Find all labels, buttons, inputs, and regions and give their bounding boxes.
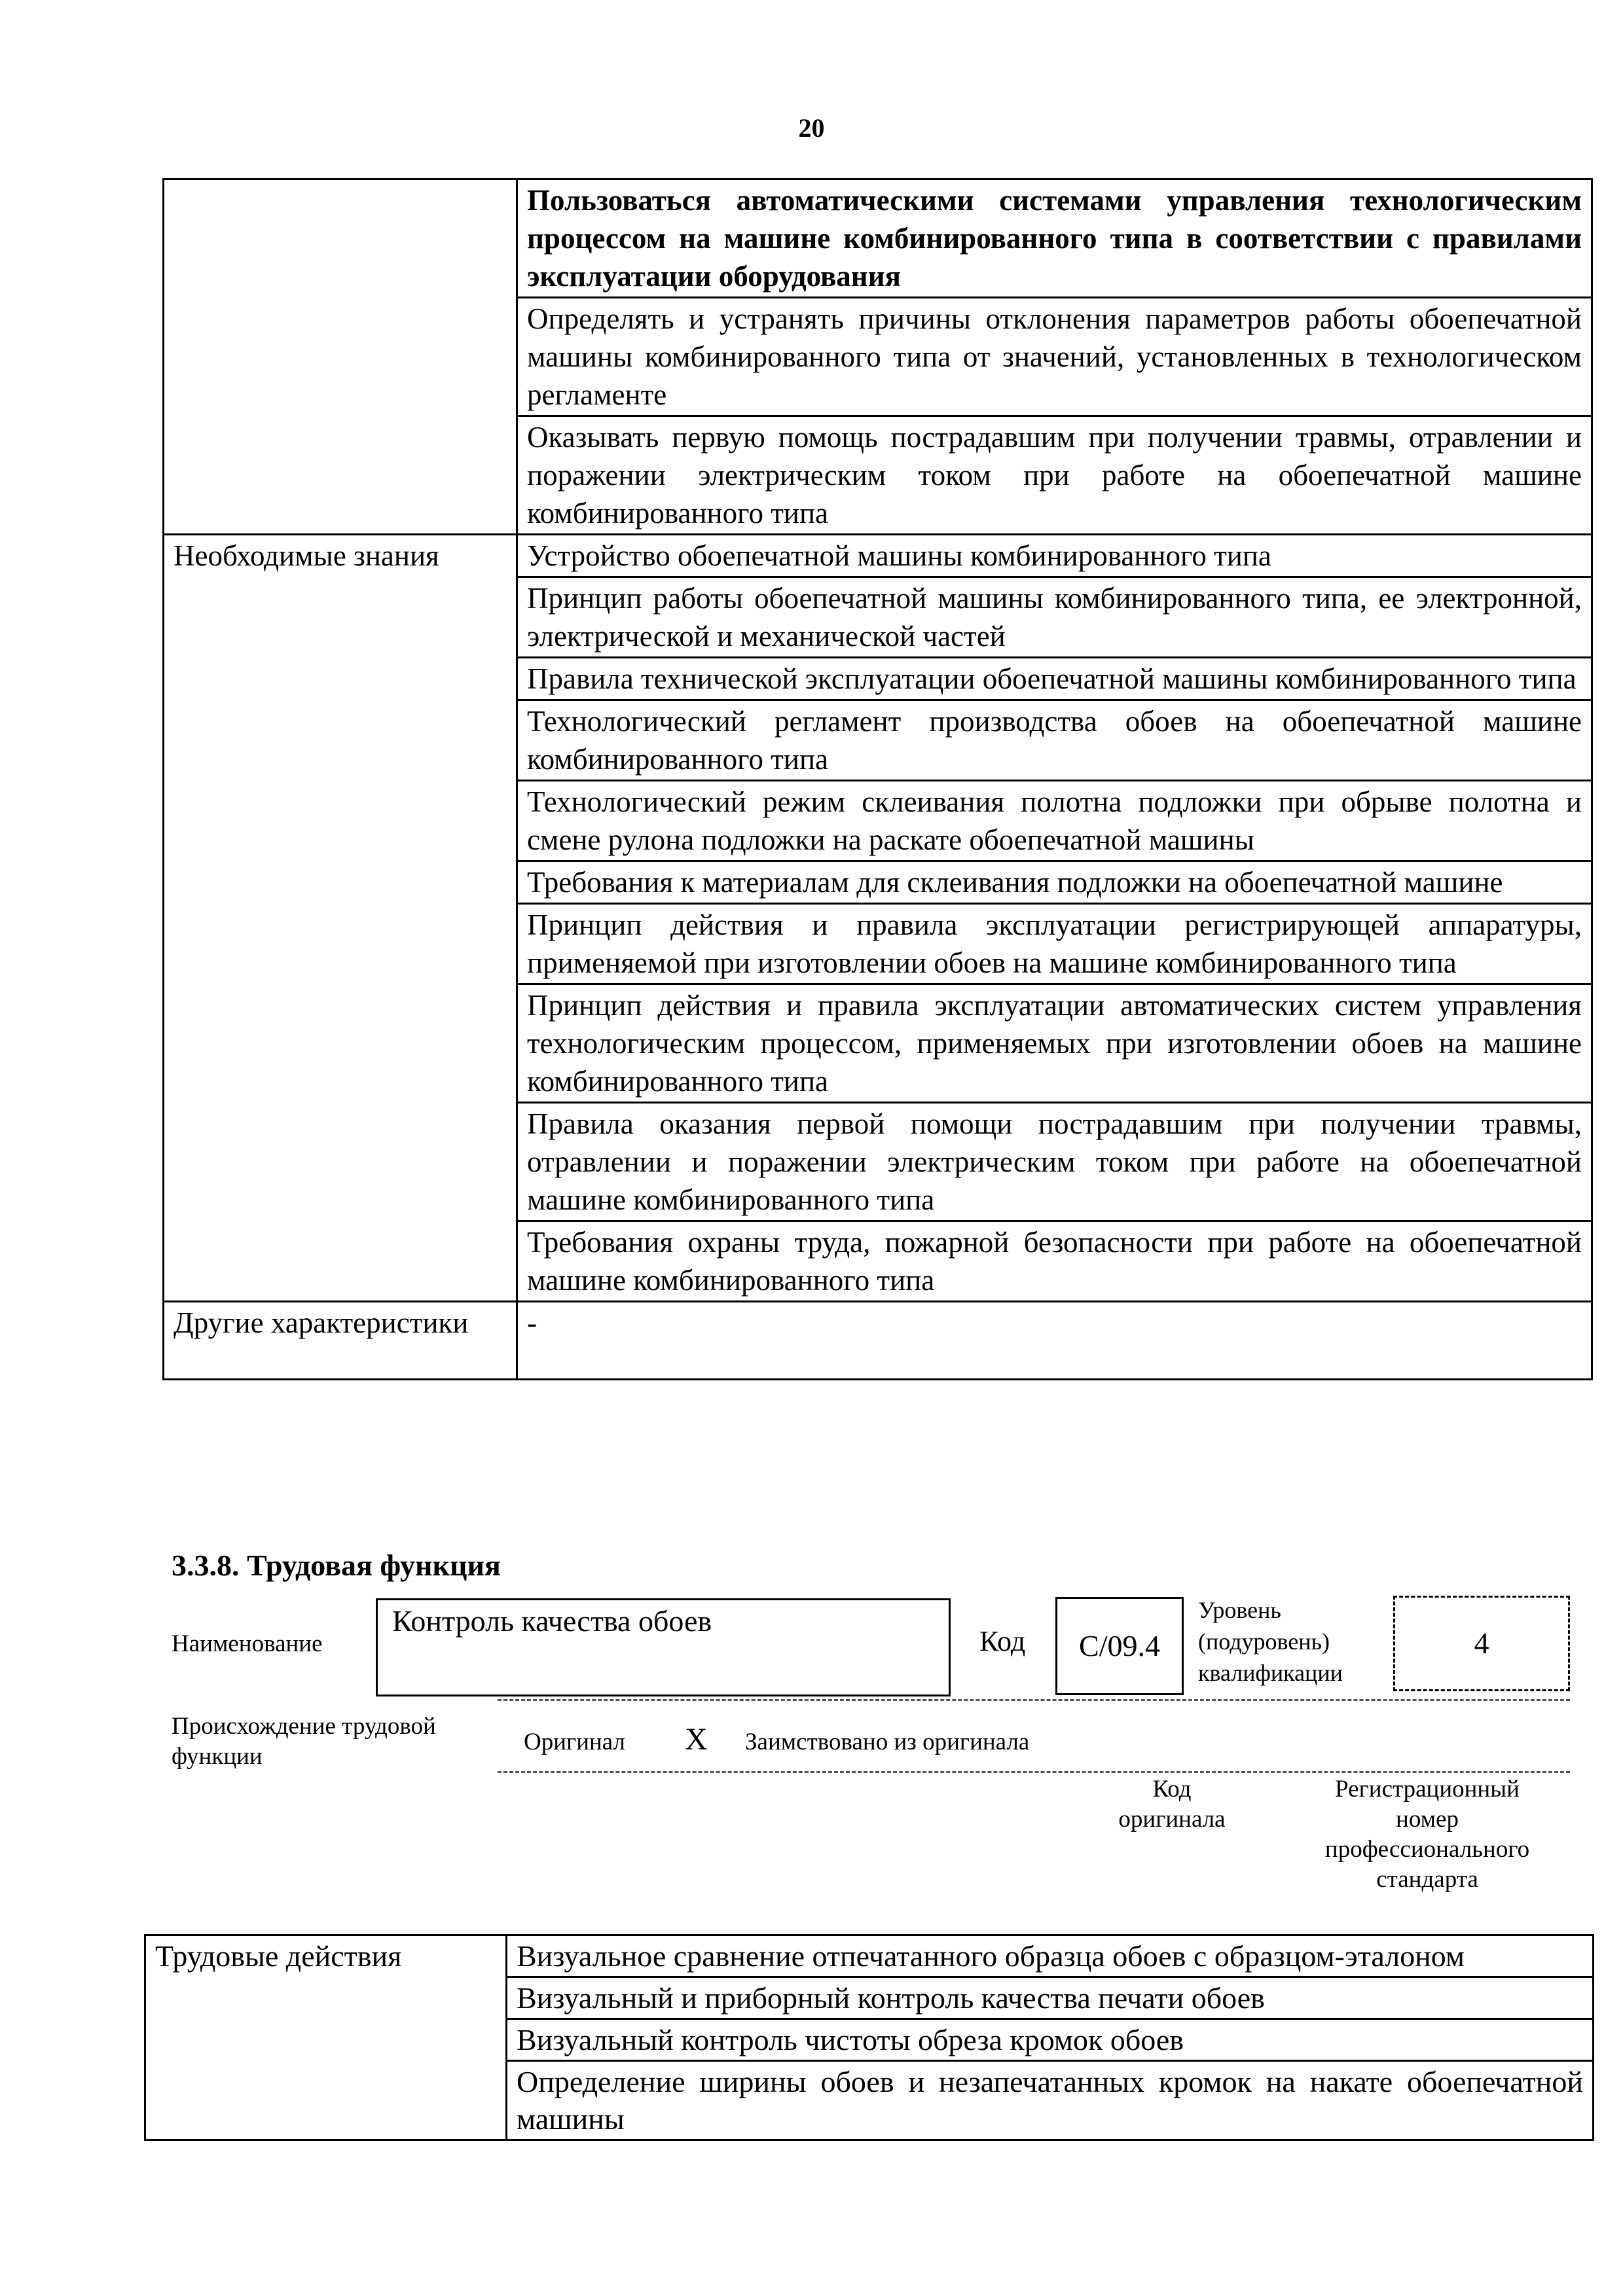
level-label-line-3: квалификации [1198,1660,1343,1686]
code-value: С/09.4 [1079,1629,1160,1662]
origin-top-line [498,1699,1570,1701]
knowledge-cell: Требования охраны труда, пожарной безопасности при работе на обоепечатной машине комбинированного типа [517,1221,1592,1302]
knowledge-cell: Принцип действия и правила эксплуатации автоматических систем управления технологическим процессом, применяемых при изготовлении обоев на машине комбинированного типа [517,984,1592,1103]
knowledge-table [162,178,1593,1380]
table-row [145,1935,1594,1977]
knowledge-cell: Требования к материалам для склеивания подложки на обоепечатной машине [517,861,1592,904]
knowledge-cell: Технологический регламент производства обоев на обоепечатной машине комбинированного типа [517,700,1592,781]
action-cell: Визуальный контроль чистоты обреза кромок обоев [507,2019,1594,2061]
labor-actions-table [144,1934,1594,2141]
table-row [164,1302,1592,1380]
code-box [1055,1597,1184,1695]
original-mark: X [685,1722,708,1757]
action-cell: Определение ширины обоев и незапечатанных кромок на накате обоепечатной машины [507,2061,1594,2140]
other-value: - [517,1302,1592,1380]
skill-cell: Определять и устранять причины отклонения параметров работы обоепечатной машины комбинированного типа от значений, установленных в технологическом регламенте [517,298,1592,416]
origin-bottom-line [498,1771,1570,1773]
code-original-line-2: оригинала [1118,1806,1226,1833]
table-row [164,179,1592,298]
origin-label-line-1: Происхождение трудовой [172,1713,436,1740]
actions-label: Трудовые действия [145,1935,507,2140]
skill-cell: Оказывать первую помощь пострадавшим при получении травмы, отравлении и поражении электрическим током при работе на обоепечатной машине комбинированного типа [517,416,1592,535]
name-label: Наименование [172,1630,323,1657]
empty-label-cell [164,179,517,535]
action-cell: Визуальное сравнение отпечатанного образца обоев с образцом-эталоном [507,1935,1594,1977]
action-cell: Визуальный и приборный контроль качества печати обоев [507,1977,1594,2019]
page-number: 20 [798,113,825,143]
level-box [1393,1596,1570,1691]
table-row [164,535,1592,577]
code-label: Код [979,1625,1026,1657]
knowledge-cell: Правила оказания первой помощи пострадавшим при получении травмы, отравлении и поражении электрическим током при работе на обоепечатной машине комбинированного типа [517,1103,1592,1221]
skill-cell: Пользоваться автоматическими системами управления технологическим процессом на машине комбинированного типа в соответствии с правилами эксплуатации оборудования [517,179,1592,298]
original-label: Оригинал [524,1729,626,1755]
knowledge-label: Необходимые знания [164,535,517,1302]
origin-label-line-2: функции [172,1743,263,1770]
level-label-line-1: Уровень [1198,1597,1281,1623]
reg-number-line-4: стандарта [1376,1866,1478,1893]
section-heading: 3.3.8. Трудовая функция [172,1549,501,1582]
level-label-line-2: (подуровень) [1198,1628,1330,1655]
reg-number-line-3: профессионального [1324,1836,1530,1863]
name-value: Контроль качества обоев [392,1604,712,1638]
name-box [376,1598,951,1696]
borrowed-label: Заимствовано из оригинала [745,1729,1030,1755]
level-value: 4 [1474,1626,1489,1660]
reg-number-line-2: номер [1396,1806,1459,1833]
knowledge-cell: Принцип действия и правила эксплуатации регистрирующей аппаратуры, применяемой при изготовлении обоев на машине комбинированного типа [517,904,1592,984]
reg-number-line-1: Регистрационный [1335,1776,1520,1803]
knowledge-cell: Устройство обоепечатной машины комбинированного типа [517,535,1592,577]
code-original-line-1: Код [1152,1776,1192,1803]
other-label: Другие характеристики [164,1302,517,1380]
knowledge-cell: Правила технической эксплуатации обоепечатной машины комбинированного типа [517,658,1592,700]
knowledge-cell: Принцип работы обоепечатной машины комбинированного типа, ее электронной, электрической и механической частей [517,577,1592,658]
knowledge-cell: Технологический режим склеивания полотна подложки при обрыве полотна и смене рулона подложки на раскате обоепечатной машины [517,781,1592,861]
